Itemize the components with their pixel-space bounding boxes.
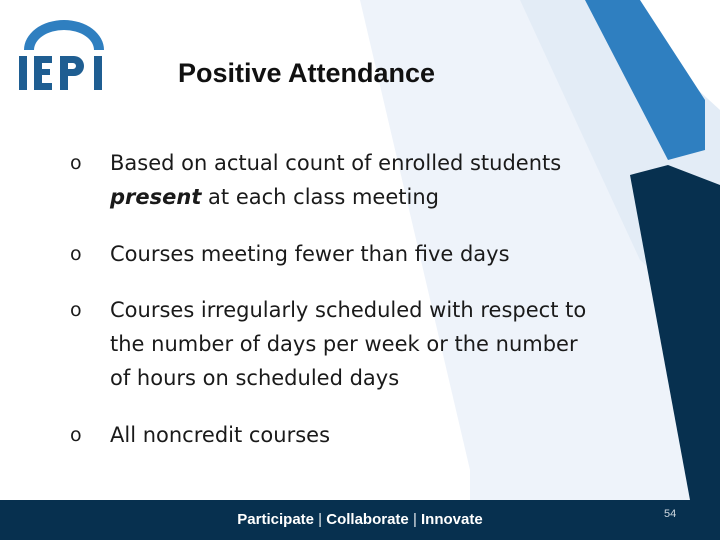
bullet-marker: o xyxy=(70,243,82,265)
bullet-item-4 xyxy=(70,418,615,452)
bullet-text xyxy=(110,146,615,214)
bullet-marker: o xyxy=(70,152,82,174)
emphasis-word: present xyxy=(110,185,202,209)
slide-title: Positive Attendance xyxy=(178,58,436,88)
footer-item-collaborate: Collaborate xyxy=(326,511,409,528)
footer-separator: | xyxy=(412,511,417,528)
footer-item-participate: Participate xyxy=(237,511,314,528)
bullet-marker: o xyxy=(70,299,82,321)
footer-bar xyxy=(0,500,720,540)
footer-tagline xyxy=(0,511,720,528)
footer-separator: | xyxy=(318,511,323,528)
bullet-text-part: Based on actual count of enrolled students xyxy=(110,151,562,175)
bullet-text-part: at each class meeting xyxy=(201,185,439,209)
bullet-item-2 xyxy=(70,237,615,271)
page-number: 54 xyxy=(664,508,677,520)
logo-arc xyxy=(24,20,104,50)
bullet-text: Courses meeting fewer than five days xyxy=(110,242,510,266)
iepi-logo xyxy=(14,12,114,94)
bullet-text: Courses irregularly scheduled with respect to the number of days per week or the number of hours on scheduled days xyxy=(110,298,587,390)
footer-item-innovate: Innovate xyxy=(421,511,483,528)
bullet-text: All noncredit courses xyxy=(110,423,331,447)
bullet-item-1 xyxy=(70,146,615,214)
logo-letters xyxy=(19,56,102,90)
bullet-marker: o xyxy=(70,424,82,446)
bullet-item-3 xyxy=(70,293,600,395)
